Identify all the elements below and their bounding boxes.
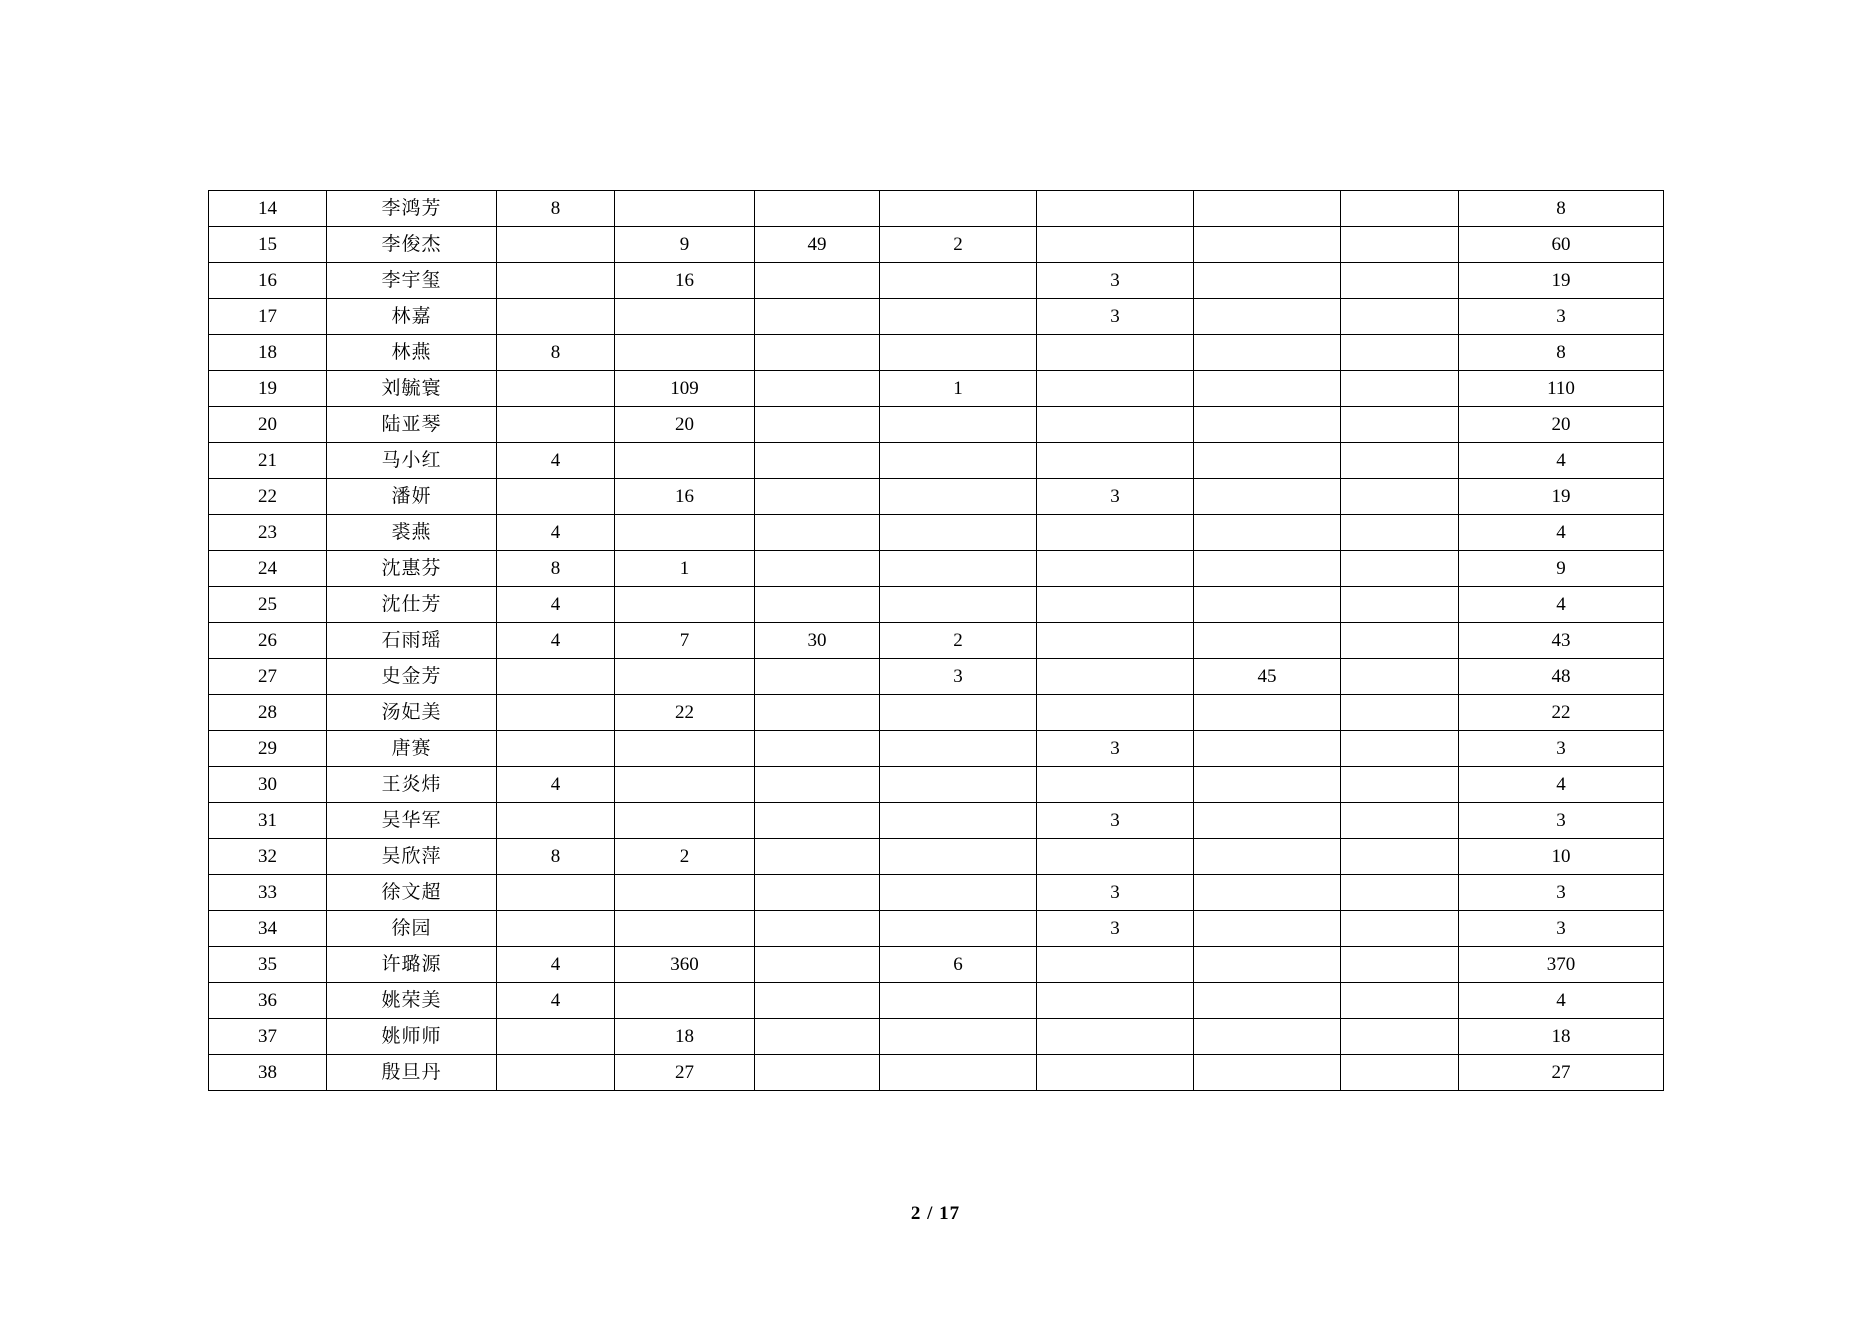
table-cell-total: 110: [1459, 371, 1664, 407]
table-cell-v7: [1341, 623, 1459, 659]
table-cell-v2: [615, 191, 755, 227]
table-row: [209, 767, 1664, 803]
table-cell-v3: [755, 407, 880, 443]
data-table: [208, 190, 1664, 1091]
table-cell-v1: [497, 911, 615, 947]
table-cell-v3: [755, 443, 880, 479]
table-cell-total: 48: [1459, 659, 1664, 695]
table-cell-v1: [497, 371, 615, 407]
table-cell-v1: [497, 875, 615, 911]
table-cell-v2: 9: [615, 227, 755, 263]
table-cell-v6: [1194, 1019, 1341, 1055]
table-cell-v5: [1037, 623, 1194, 659]
table-cell-v4: 6: [880, 947, 1037, 983]
table-cell-name: 殷旦丹: [327, 1055, 497, 1091]
table-cell-v7: [1341, 1055, 1459, 1091]
table-cell-v4: [880, 191, 1037, 227]
table-cell-v1: 4: [497, 515, 615, 551]
table-cell-v2: 18: [615, 1019, 755, 1055]
table-cell-v1: 4: [497, 587, 615, 623]
table-cell-v1: 8: [497, 551, 615, 587]
table-row: [209, 731, 1664, 767]
table-cell-v5: [1037, 1019, 1194, 1055]
table-cell-v6: [1194, 947, 1341, 983]
table-cell-idx: 15: [209, 227, 327, 263]
table-cell-name: 吴华军: [327, 803, 497, 839]
table-cell-name: 吴欣萍: [327, 839, 497, 875]
table-cell-v6: [1194, 731, 1341, 767]
table-cell-v6: [1194, 479, 1341, 515]
table-cell-idx: 26: [209, 623, 327, 659]
table-cell-idx: 20: [209, 407, 327, 443]
table-cell-total: 19: [1459, 479, 1664, 515]
table-cell-v4: [880, 407, 1037, 443]
table-cell-name: 李鸿芳: [327, 191, 497, 227]
table-cell-v2: [615, 443, 755, 479]
table-cell-v3: [755, 1019, 880, 1055]
table-cell-v5: 3: [1037, 803, 1194, 839]
table-cell-v1: [497, 731, 615, 767]
table-cell-v4: [880, 803, 1037, 839]
table-cell-total: 4: [1459, 767, 1664, 803]
table-cell-v6: [1194, 191, 1341, 227]
table-cell-v4: [880, 731, 1037, 767]
table-row: [209, 983, 1664, 1019]
table-cell-idx: 29: [209, 731, 327, 767]
table-cell-v6: [1194, 803, 1341, 839]
table-cell-v4: 2: [880, 623, 1037, 659]
table-cell-name: 徐园: [327, 911, 497, 947]
table-cell-v3: [755, 515, 880, 551]
table-cell-v1: [497, 299, 615, 335]
table-row: [209, 947, 1664, 983]
table-cell-v4: [880, 839, 1037, 875]
table-cell-idx: 23: [209, 515, 327, 551]
table-cell-total: 10: [1459, 839, 1664, 875]
table-cell-total: 8: [1459, 191, 1664, 227]
table-cell-v6: [1194, 263, 1341, 299]
table-cell-v5: [1037, 695, 1194, 731]
table-cell-idx: 37: [209, 1019, 327, 1055]
table-cell-idx: 16: [209, 263, 327, 299]
table-cell-v7: [1341, 227, 1459, 263]
table-cell-v2: [615, 875, 755, 911]
table-cell-v6: [1194, 371, 1341, 407]
table-row: [209, 587, 1664, 623]
table-cell-v2: 16: [615, 479, 755, 515]
table-cell-total: 3: [1459, 875, 1664, 911]
table-cell-v2: [615, 587, 755, 623]
table-row: [209, 1019, 1664, 1055]
table-row: [209, 659, 1664, 695]
table-cell-total: 3: [1459, 299, 1664, 335]
table-cell-v2: [615, 299, 755, 335]
table-cell-v3: [755, 875, 880, 911]
table-cell-name: 刘毓寰: [327, 371, 497, 407]
table-cell-v6: [1194, 227, 1341, 263]
table-cell-v5: [1037, 767, 1194, 803]
table-cell-v6: [1194, 911, 1341, 947]
table-cell-v5: [1037, 443, 1194, 479]
page-footer: 2 / 17: [910, 1203, 961, 1224]
table-cell-v5: [1037, 515, 1194, 551]
table-cell-v7: [1341, 407, 1459, 443]
table-cell-total: 19: [1459, 263, 1664, 299]
table-cell-total: 27: [1459, 1055, 1664, 1091]
table-cell-name: 沈仕芳: [327, 587, 497, 623]
data-table-body: [209, 191, 1664, 1091]
table-row: [209, 191, 1664, 227]
table-cell-v3: [755, 947, 880, 983]
table-cell-v7: [1341, 299, 1459, 335]
table-cell-v1: [497, 1019, 615, 1055]
table-cell-v6: [1194, 443, 1341, 479]
table-cell-name: 石雨瑶: [327, 623, 497, 659]
table-cell-v7: [1341, 479, 1459, 515]
table-row: [209, 479, 1664, 515]
table-cell-v3: [755, 1055, 880, 1091]
table-cell-v7: [1341, 191, 1459, 227]
table-cell-v2: 27: [615, 1055, 755, 1091]
table-cell-v7: [1341, 767, 1459, 803]
table-cell-v3: [755, 767, 880, 803]
table-cell-v1: [497, 479, 615, 515]
table-cell-v6: [1194, 767, 1341, 803]
table-cell-v1: 4: [497, 767, 615, 803]
table-row: [209, 263, 1664, 299]
table-cell-v1: 4: [497, 443, 615, 479]
table-cell-v3: [755, 191, 880, 227]
table-row: [209, 695, 1664, 731]
table-cell-v7: [1341, 587, 1459, 623]
table-cell-name: 马小红: [327, 443, 497, 479]
table-cell-idx: 33: [209, 875, 327, 911]
table-cell-v7: [1341, 371, 1459, 407]
table-cell-v1: 4: [497, 983, 615, 1019]
table-cell-v5: [1037, 191, 1194, 227]
table-cell-total: 8: [1459, 335, 1664, 371]
table-cell-name: 姚荣美: [327, 983, 497, 1019]
table-row: [209, 875, 1664, 911]
table-row: [209, 839, 1664, 875]
table-cell-v5: 3: [1037, 479, 1194, 515]
table-cell-v5: [1037, 983, 1194, 1019]
table-cell-v2: 16: [615, 263, 755, 299]
table-cell-idx: 22: [209, 479, 327, 515]
data-table-container: [208, 190, 1663, 1091]
table-cell-v1: [497, 695, 615, 731]
table-cell-v6: [1194, 551, 1341, 587]
table-cell-v2: 1: [615, 551, 755, 587]
table-cell-v1: 4: [497, 623, 615, 659]
table-cell-total: 3: [1459, 803, 1664, 839]
table-cell-v5: [1037, 659, 1194, 695]
table-cell-v6: 45: [1194, 659, 1341, 695]
table-cell-name: 林嘉: [327, 299, 497, 335]
table-cell-v5: [1037, 227, 1194, 263]
table-cell-v3: [755, 839, 880, 875]
table-cell-v2: 109: [615, 371, 755, 407]
table-cell-v5: 3: [1037, 911, 1194, 947]
table-cell-v7: [1341, 803, 1459, 839]
table-cell-v4: [880, 263, 1037, 299]
table-cell-v5: [1037, 587, 1194, 623]
table-cell-v5: [1037, 551, 1194, 587]
table-row: [209, 623, 1664, 659]
table-cell-v4: [880, 299, 1037, 335]
table-cell-idx: 35: [209, 947, 327, 983]
table-cell-v1: [497, 227, 615, 263]
table-cell-v1: [497, 1055, 615, 1091]
table-cell-v2: [615, 983, 755, 1019]
table-cell-total: 9: [1459, 551, 1664, 587]
table-cell-v6: [1194, 587, 1341, 623]
table-cell-v3: [755, 299, 880, 335]
table-cell-v5: [1037, 335, 1194, 371]
table-cell-idx: 27: [209, 659, 327, 695]
table-cell-idx: 25: [209, 587, 327, 623]
table-cell-v4: [880, 1019, 1037, 1055]
table-cell-v7: [1341, 443, 1459, 479]
table-cell-v6: [1194, 983, 1341, 1019]
table-cell-idx: 32: [209, 839, 327, 875]
table-cell-v5: [1037, 1055, 1194, 1091]
table-row: [209, 299, 1664, 335]
table-cell-name: 王炎炜: [327, 767, 497, 803]
table-cell-v3: [755, 659, 880, 695]
table-row: [209, 407, 1664, 443]
table-cell-name: 史金芳: [327, 659, 497, 695]
table-cell-name: 徐文超: [327, 875, 497, 911]
table-cell-idx: 14: [209, 191, 327, 227]
table-row: [209, 335, 1664, 371]
table-cell-v4: [880, 443, 1037, 479]
table-cell-v2: [615, 335, 755, 371]
table-cell-total: 60: [1459, 227, 1664, 263]
table-cell-v4: 3: [880, 659, 1037, 695]
table-cell-v2: [615, 803, 755, 839]
table-row: [209, 515, 1664, 551]
table-cell-v2: 22: [615, 695, 755, 731]
table-cell-v7: [1341, 1019, 1459, 1055]
table-cell-v4: [880, 767, 1037, 803]
table-cell-total: 4: [1459, 443, 1664, 479]
table-cell-v4: [880, 515, 1037, 551]
table-cell-idx: 18: [209, 335, 327, 371]
table-row: [209, 551, 1664, 587]
table-cell-name: 沈惠芬: [327, 551, 497, 587]
table-cell-v7: [1341, 983, 1459, 1019]
table-cell-v6: [1194, 515, 1341, 551]
table-cell-total: 370: [1459, 947, 1664, 983]
table-cell-v5: 3: [1037, 263, 1194, 299]
table-cell-v7: [1341, 911, 1459, 947]
table-cell-v5: 3: [1037, 875, 1194, 911]
table-cell-v4: [880, 983, 1037, 1019]
table-cell-idx: 28: [209, 695, 327, 731]
table-row: [209, 443, 1664, 479]
table-cell-name: 许璐源: [327, 947, 497, 983]
table-cell-v6: [1194, 839, 1341, 875]
table-cell-v4: [880, 695, 1037, 731]
table-cell-total: 3: [1459, 731, 1664, 767]
table-cell-v3: [755, 551, 880, 587]
table-row: [209, 1055, 1664, 1091]
table-cell-idx: 17: [209, 299, 327, 335]
table-cell-v6: [1194, 875, 1341, 911]
table-cell-v5: 3: [1037, 731, 1194, 767]
table-cell-idx: 21: [209, 443, 327, 479]
table-cell-v2: [615, 659, 755, 695]
table-row: [209, 911, 1664, 947]
table-row: [209, 803, 1664, 839]
table-cell-v3: [755, 731, 880, 767]
table-cell-name: 潘妍: [327, 479, 497, 515]
table-cell-v2: [615, 515, 755, 551]
table-cell-total: 22: [1459, 695, 1664, 731]
table-cell-idx: 36: [209, 983, 327, 1019]
table-cell-v4: 2: [880, 227, 1037, 263]
table-cell-v2: 20: [615, 407, 755, 443]
table-cell-v7: [1341, 695, 1459, 731]
table-cell-v7: [1341, 263, 1459, 299]
table-cell-v5: [1037, 947, 1194, 983]
table-cell-v7: [1341, 875, 1459, 911]
table-cell-v6: [1194, 299, 1341, 335]
table-cell-v3: [755, 983, 880, 1019]
table-cell-v2: [615, 911, 755, 947]
table-cell-v5: [1037, 839, 1194, 875]
table-cell-v1: [497, 407, 615, 443]
table-cell-idx: 34: [209, 911, 327, 947]
table-cell-v5: [1037, 407, 1194, 443]
table-cell-idx: 19: [209, 371, 327, 407]
table-cell-v1: 8: [497, 335, 615, 371]
table-cell-v3: [755, 803, 880, 839]
table-cell-v6: [1194, 407, 1341, 443]
table-cell-v3: [755, 695, 880, 731]
table-cell-v1: 4: [497, 947, 615, 983]
table-cell-name: 裘燕: [327, 515, 497, 551]
table-cell-total: 20: [1459, 407, 1664, 443]
table-cell-total: 4: [1459, 983, 1664, 1019]
table-cell-v4: [880, 551, 1037, 587]
table-cell-v1: [497, 803, 615, 839]
table-cell-v3: [755, 911, 880, 947]
table-cell-total: 3: [1459, 911, 1664, 947]
table-cell-v3: [755, 263, 880, 299]
table-cell-v4: [880, 875, 1037, 911]
table-cell-total: 18: [1459, 1019, 1664, 1055]
table-cell-v6: [1194, 695, 1341, 731]
table-cell-total: 43: [1459, 623, 1664, 659]
table-cell-v4: [880, 1055, 1037, 1091]
table-cell-v1: [497, 659, 615, 695]
table-cell-v7: [1341, 947, 1459, 983]
table-cell-v3: [755, 587, 880, 623]
table-cell-v6: [1194, 1055, 1341, 1091]
table-cell-v6: [1194, 623, 1341, 659]
table-cell-v7: [1341, 839, 1459, 875]
table-cell-v7: [1341, 659, 1459, 695]
table-cell-idx: 38: [209, 1055, 327, 1091]
table-cell-v5: [1037, 371, 1194, 407]
table-cell-v4: [880, 587, 1037, 623]
table-row: [209, 227, 1664, 263]
table-cell-name: 汤妃美: [327, 695, 497, 731]
table-cell-v2: [615, 767, 755, 803]
table-row: [209, 371, 1664, 407]
table-cell-idx: 24: [209, 551, 327, 587]
table-cell-idx: 31: [209, 803, 327, 839]
table-cell-v4: [880, 479, 1037, 515]
table-cell-v1: [497, 263, 615, 299]
table-cell-v2: 360: [615, 947, 755, 983]
table-cell-name: 陆亚琴: [327, 407, 497, 443]
table-cell-v3: 30: [755, 623, 880, 659]
table-cell-name: 姚师师: [327, 1019, 497, 1055]
table-cell-v1: 8: [497, 839, 615, 875]
table-cell-idx: 30: [209, 767, 327, 803]
table-cell-name: 李俊杰: [327, 227, 497, 263]
table-cell-v4: [880, 335, 1037, 371]
table-cell-name: 李宇玺: [327, 263, 497, 299]
table-cell-v7: [1341, 335, 1459, 371]
table-cell-name: 唐赛: [327, 731, 497, 767]
table-cell-v3: 49: [755, 227, 880, 263]
table-cell-v3: [755, 371, 880, 407]
table-cell-v2: [615, 731, 755, 767]
table-cell-v4: [880, 911, 1037, 947]
table-cell-v3: [755, 479, 880, 515]
table-cell-v3: [755, 335, 880, 371]
table-cell-v2: 2: [615, 839, 755, 875]
table-cell-total: 4: [1459, 587, 1664, 623]
table-cell-v1: 8: [497, 191, 615, 227]
table-cell-v2: 7: [615, 623, 755, 659]
table-cell-v7: [1341, 515, 1459, 551]
table-cell-v6: [1194, 335, 1341, 371]
table-cell-name: 林燕: [327, 335, 497, 371]
table-cell-total: 4: [1459, 515, 1664, 551]
table-cell-v5: 3: [1037, 299, 1194, 335]
table-cell-v4: 1: [880, 371, 1037, 407]
table-cell-v7: [1341, 731, 1459, 767]
table-cell-v7: [1341, 551, 1459, 587]
